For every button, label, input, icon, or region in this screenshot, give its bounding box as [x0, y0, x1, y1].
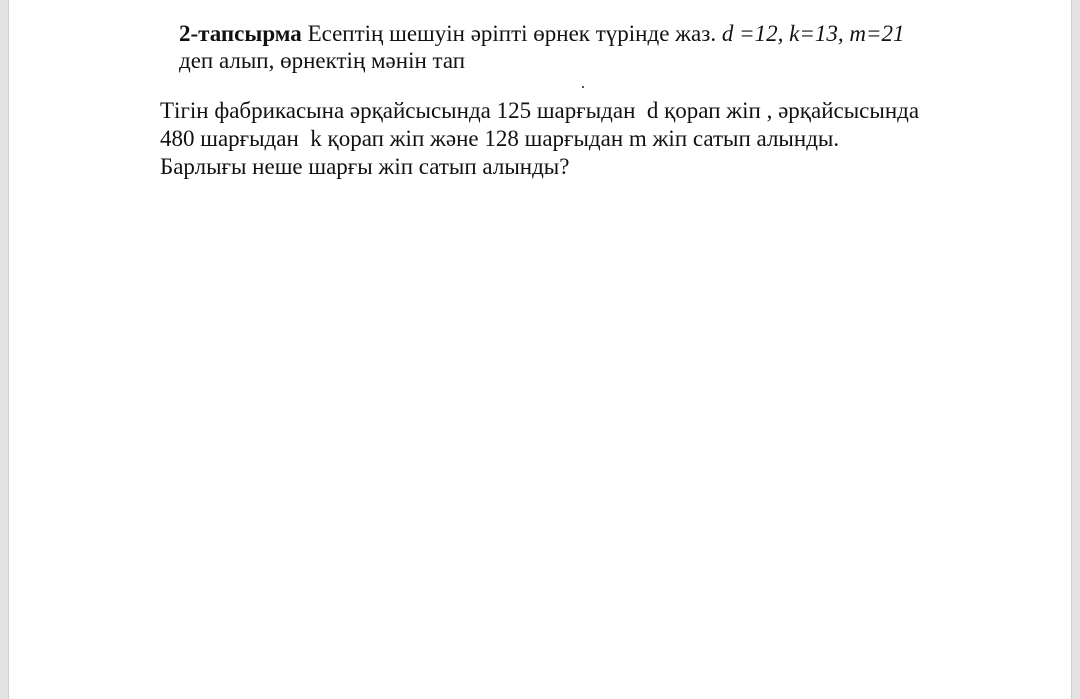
task-header: [179, 20, 1009, 74]
task-variable-values: d =12, k=13, m=21: [721, 21, 905, 46]
problem-line-3: Барлығы неше шарғы жіп сатып алынды?: [160, 154, 570, 179]
problem-line-2: 480 шарғыдан k қорап жіп және 128 шарғыдан m жіп сатып алынды.: [160, 126, 840, 151]
task-label: 2-тапсырма: [179, 21, 302, 46]
problem-line-1: Тігін фабрикасына әрқайсысында 125 шарғыдан d қорап жіп , әрқайсысында: [160, 98, 920, 123]
task-instruction-line2: деп алып, өрнектің мәнін тап: [179, 48, 466, 73]
stray-dot-mark: [582, 86, 584, 88]
problem-text: [160, 97, 1020, 181]
task-instruction: Есептің шешуін әріпті өрнек түрінде жаз.: [301, 21, 722, 46]
document-page: [8, 0, 1072, 699]
